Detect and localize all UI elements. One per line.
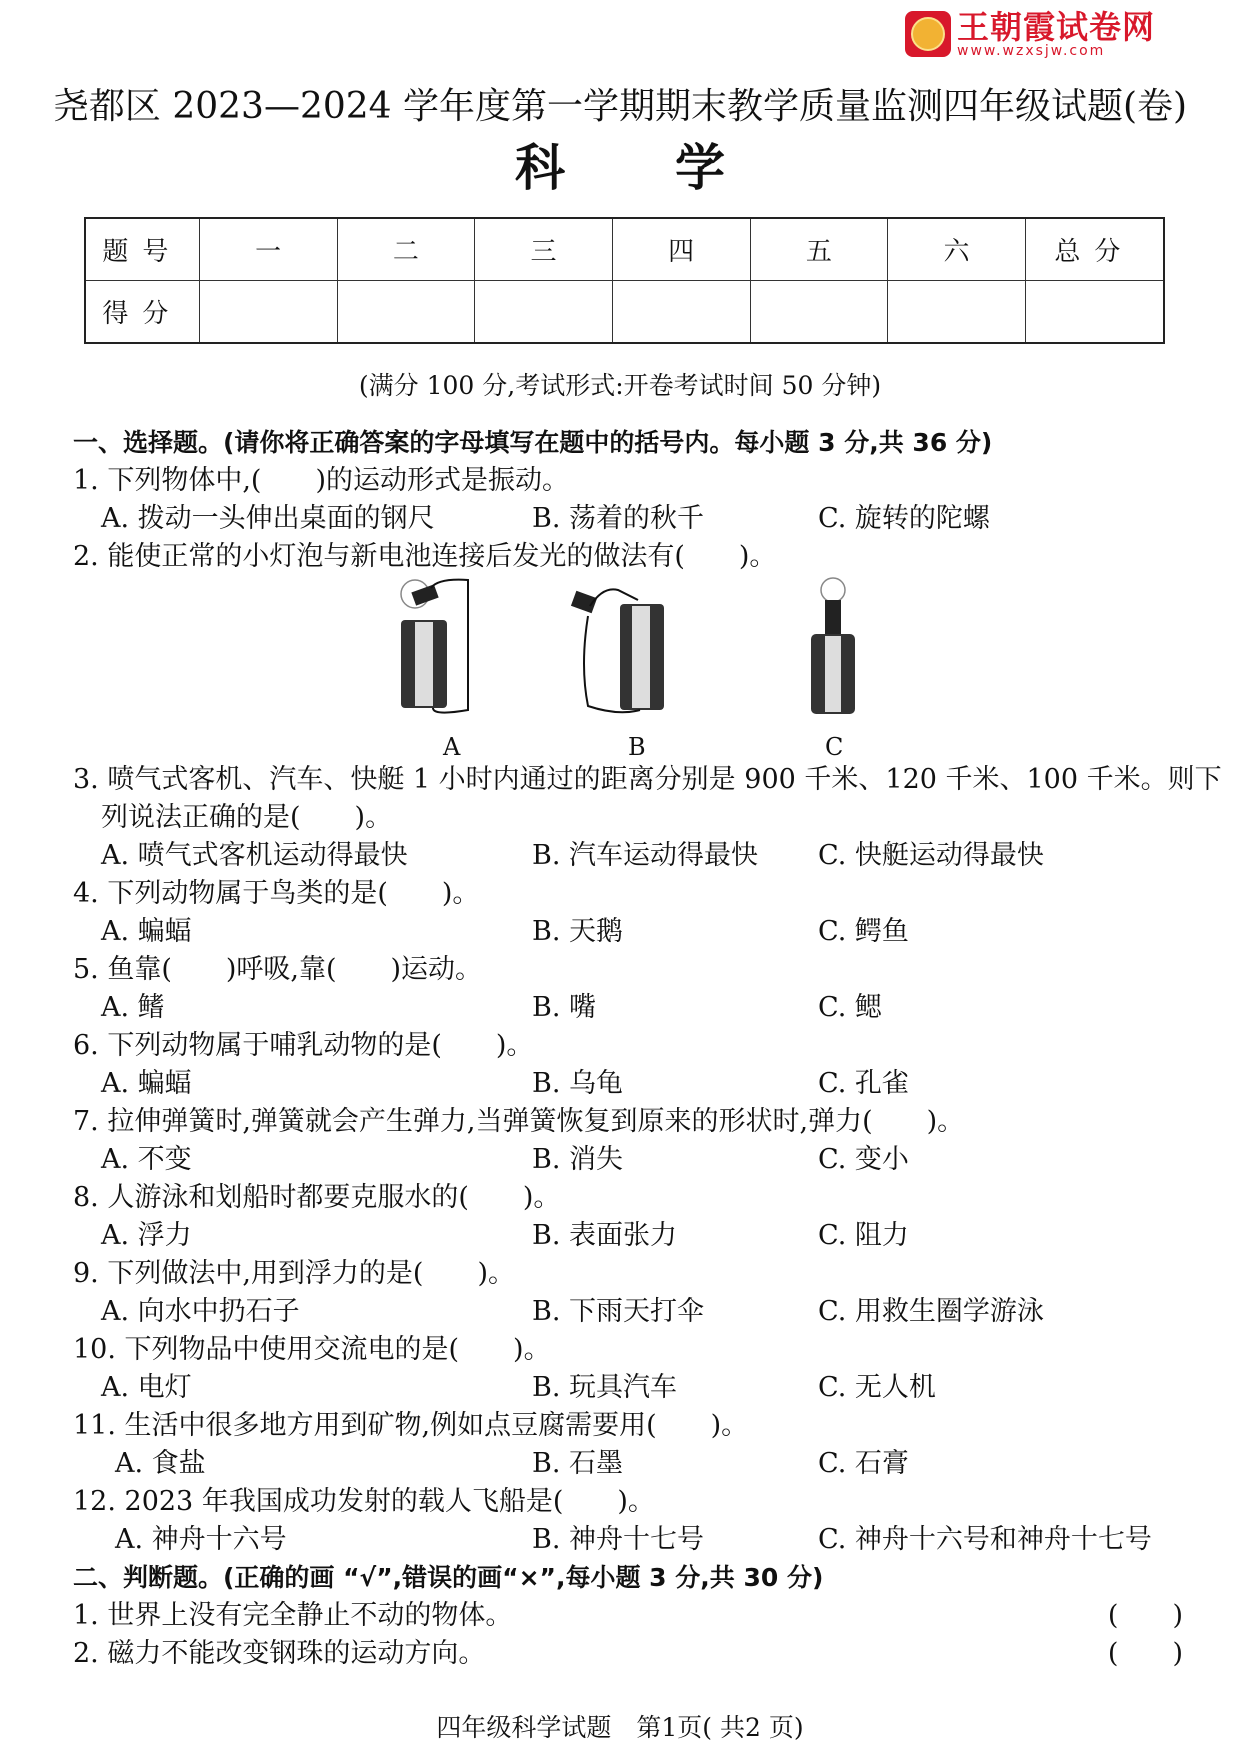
circuit-a-image <box>393 576 483 721</box>
options <box>73 1445 1183 1483</box>
exam-body <box>73 424 1222 1673</box>
score-table <box>84 217 1165 344</box>
score-header-row <box>85 218 1164 281</box>
section-title: 一、选择题。(请你将正确答案的字母填写在题中的括号内。每小题 3 分,共 36 分) <box>73 428 993 457</box>
option-a: A. 食盐 <box>115 1448 206 1479</box>
exam-title: 尧都区 2023—2024 学年度第一学期期末教学质量监测四年级试题(卷) <box>52 86 1188 127</box>
header-cell: 六 <box>888 218 1026 281</box>
options <box>73 837 1183 875</box>
header-cell: 四 <box>612 218 750 281</box>
score-cell[interactable] <box>337 281 475 344</box>
question: 3. 喷气式客机、汽车、快艇 1 小时内通过的距离分别是 900 千米、120 千米、100 千米。则下 <box>73 764 1222 795</box>
section-title: 二、判断题。(正确的画 “√”,错误的画“×”,每小题 3 分,共 30 分) <box>73 1563 824 1592</box>
question-text: 2. 磁力不能改变钢珠的运动方向。 <box>73 1638 486 1669</box>
option-b: B. 天鹅 <box>532 916 624 947</box>
question: 5. 鱼靠( )呼吸,靠( )运动。 <box>73 954 483 985</box>
option-c: C. 鳃 <box>818 992 882 1023</box>
score-cell[interactable] <box>888 281 1026 344</box>
option-a: A. 鳍 <box>101 992 165 1023</box>
question: 6. 下列动物属于哺乳动物的是( )。 <box>73 1030 534 1061</box>
logo-url: www.wzxsjw.com <box>957 43 1106 59</box>
logo-emblem-icon <box>905 11 951 57</box>
option-b: B. 石墨 <box>532 1448 624 1479</box>
figure-label-b: B <box>628 733 646 761</box>
subject-title <box>0 128 1240 200</box>
page-footer: 四年级科学试题 第1页( 共2 页) <box>436 1713 804 1742</box>
options <box>73 1141 1183 1179</box>
option-a: A. 向水中扔石子 <box>101 1296 300 1327</box>
figure-label-c: C <box>825 733 844 761</box>
question: 11. 生活中很多地方用到矿物,例如点豆腐需要用( )。 <box>73 1410 749 1441</box>
circuit-b-image <box>568 576 668 721</box>
question: 8. 人游泳和划船时都要克服水的( )。 <box>73 1182 561 1213</box>
circuit-figure <box>73 576 1183 761</box>
subject-char: 科 <box>515 138 565 197</box>
options <box>73 500 1183 538</box>
option-c: C. 无人机 <box>818 1372 936 1403</box>
question: 4. 下列动物属于鸟类的是( )。 <box>73 878 480 909</box>
option-c: C. 阻力 <box>818 1220 909 1251</box>
score-cell[interactable] <box>199 281 337 344</box>
exam-note: (满分 100 分,考试形式:开卷考试时间 50 分钟) <box>358 371 882 400</box>
options <box>73 913 1183 951</box>
row-label: 得分 <box>85 281 199 344</box>
options <box>73 989 1183 1027</box>
option-a: A. 蝙蝠 <box>101 916 192 947</box>
option-a: A. 拨动一头伸出桌面的钢尺 <box>101 503 435 534</box>
option-a: A. 不变 <box>101 1144 192 1175</box>
options <box>73 1521 1183 1559</box>
options <box>73 1369 1183 1407</box>
option-c: C. 旋转的陀螺 <box>818 503 990 534</box>
option-c: C. 鳄鱼 <box>818 916 909 947</box>
option-b: B. 汽车运动得最快 <box>532 840 759 871</box>
site-logo <box>905 10 1155 58</box>
answer-blank[interactable]: ( ) <box>1107 1600 1183 1631</box>
header-cell: 三 <box>475 218 613 281</box>
option-b: B. 表面张力 <box>532 1220 678 1251</box>
options <box>73 1065 1183 1103</box>
question-continued: 列说法正确的是( )。 <box>101 802 393 833</box>
option-a: A. 蝙蝠 <box>101 1068 192 1099</box>
option-b: B. 下雨天打伞 <box>532 1296 705 1327</box>
header-cell: 二 <box>337 218 475 281</box>
question-text: 1. 世界上没有完全静止不动的物体。 <box>73 1600 513 1631</box>
judgment-question <box>73 1597 1183 1635</box>
option-b: B. 嘴 <box>532 992 597 1023</box>
score-cell[interactable] <box>475 281 613 344</box>
logo-name: 王朝霞试卷网 <box>957 8 1156 46</box>
subject-char: 学 <box>675 138 725 197</box>
option-a: A. 喷气式客机运动得最快 <box>101 840 408 871</box>
question: 12. 2023 年我国成功发射的载人飞船是( )。 <box>73 1486 655 1517</box>
option-c: C. 石膏 <box>818 1448 909 1479</box>
circuit-c-image <box>803 576 863 721</box>
option-c: C. 用救生圈学游泳 <box>818 1296 1044 1327</box>
option-a: A. 电灯 <box>101 1372 192 1403</box>
option-c: C. 快艇运动得最快 <box>818 840 1044 871</box>
question: 10. 下列物品中使用交流电的是( )。 <box>73 1334 551 1365</box>
score-cell[interactable] <box>750 281 888 344</box>
score-row <box>85 281 1164 344</box>
option-a: A. 浮力 <box>101 1220 192 1251</box>
option-b: B. 玩具汽车 <box>532 1372 678 1403</box>
question: 9. 下列做法中,用到浮力的是( )。 <box>73 1258 515 1289</box>
figure-label-a: A <box>443 733 461 761</box>
question: 2. 能使正常的小灯泡与新电池连接后发光的做法有( )。 <box>73 541 777 572</box>
option-b: B. 乌龟 <box>532 1068 624 1099</box>
options <box>73 1217 1183 1255</box>
header-cell: 题号 <box>85 218 199 281</box>
answer-blank[interactable]: ( ) <box>1107 1638 1183 1669</box>
header-cell: 一 <box>199 218 337 281</box>
option-c: C. 变小 <box>818 1144 909 1175</box>
options <box>73 1293 1183 1331</box>
header-cell: 总分 <box>1025 218 1164 281</box>
question: 7. 拉伸弹簧时,弹簧就会产生弹力,当弹簧恢复到原来的形状时,弹力( )。 <box>73 1106 965 1137</box>
question: 1. 下列物体中,( )的运动形式是振动。 <box>73 465 569 496</box>
score-cell[interactable] <box>612 281 750 344</box>
judgment-question <box>73 1635 1183 1673</box>
option-b: B. 消失 <box>532 1144 624 1175</box>
option-b: B. 荡着的秋千 <box>532 503 705 534</box>
option-a: A. 神舟十六号 <box>115 1524 287 1555</box>
header-cell: 五 <box>750 218 888 281</box>
option-c: C. 孔雀 <box>818 1068 909 1099</box>
option-b: B. 神舟十七号 <box>532 1524 705 1555</box>
option-c: C. 神舟十六号和神舟十七号 <box>818 1524 1152 1555</box>
score-cell[interactable] <box>1025 281 1164 344</box>
